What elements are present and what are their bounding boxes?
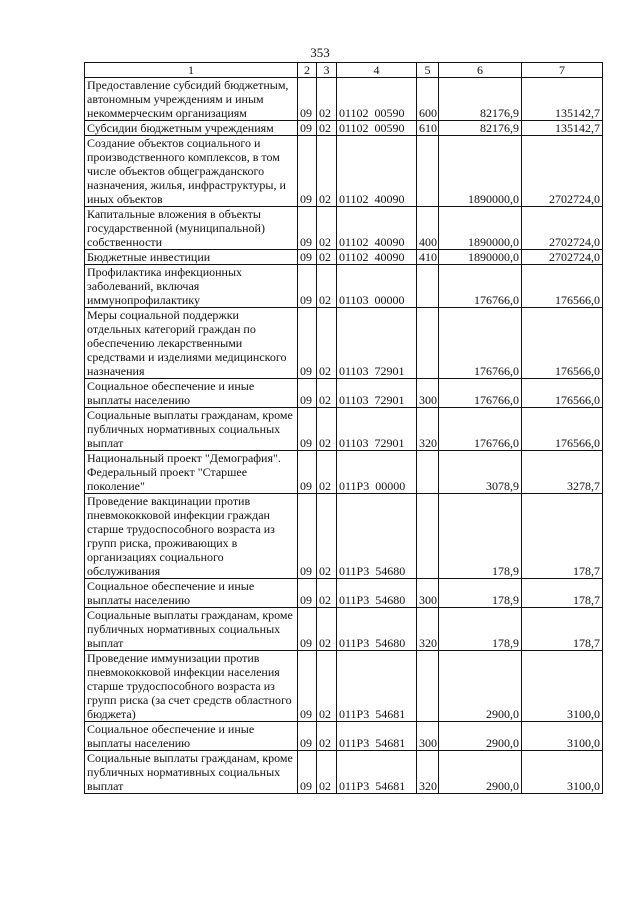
section-code-cell: 09 xyxy=(298,207,317,250)
amount-year1-cell: 1890000,0 xyxy=(439,250,522,265)
amount-year1-cell: 178,9 xyxy=(439,494,522,579)
amount-year1-cell: 176766,0 xyxy=(439,379,522,408)
row-name-cell: Социальные выплаты гражданам, кроме публичных нормативных социальных выплат xyxy=(85,751,298,794)
table-row xyxy=(85,78,603,121)
table-row xyxy=(85,608,603,651)
section-code-cell: 09 xyxy=(298,751,317,794)
table-row xyxy=(85,308,603,379)
target-article-cell: 01103 00000 xyxy=(337,265,417,308)
amount-year2-cell: 176566,0 xyxy=(522,379,603,408)
row-name-cell: Социальные выплаты гражданам, кроме публичных нормативных социальных выплат xyxy=(85,408,298,451)
expense-type-cell xyxy=(417,136,439,207)
amount-year2-cell: 2702724,0 xyxy=(522,207,603,250)
row-name-cell: Субсидии бюджетным учреждениям xyxy=(85,121,298,136)
section-code-cell: 09 xyxy=(298,121,317,136)
target-article-cell: 01103 72901 xyxy=(337,408,417,451)
column-header: 1 xyxy=(85,63,298,78)
table-row xyxy=(85,494,603,579)
amount-year2-cell: 135142,7 xyxy=(522,121,603,136)
table-body xyxy=(85,78,603,794)
table-row xyxy=(85,265,603,308)
subsection-code-cell: 02 xyxy=(317,379,337,408)
amount-year2-cell: 178,7 xyxy=(522,608,603,651)
page-number: 353 xyxy=(310,45,330,60)
amount-year2-cell: 176566,0 xyxy=(522,265,603,308)
table-row xyxy=(85,451,603,494)
section-code-cell: 09 xyxy=(298,265,317,308)
budget-table xyxy=(84,62,603,794)
subsection-code-cell: 02 xyxy=(317,651,337,722)
table-row xyxy=(85,136,603,207)
target-article-cell: 011P3 54680 xyxy=(337,494,417,579)
amount-year2-cell: 176566,0 xyxy=(522,408,603,451)
target-article-cell: 011P3 54680 xyxy=(337,608,417,651)
expense-type-cell xyxy=(417,494,439,579)
subsection-code-cell: 02 xyxy=(317,78,337,121)
column-header: 3 xyxy=(317,63,337,78)
amount-year1-cell: 2900,0 xyxy=(439,722,522,751)
column-header: 4 xyxy=(337,63,417,78)
amount-year1-cell: 178,9 xyxy=(439,608,522,651)
amount-year1-cell: 1890000,0 xyxy=(439,207,522,250)
expense-type-cell: 400 xyxy=(417,207,439,250)
expense-type-cell: 600 xyxy=(417,78,439,121)
subsection-code-cell: 02 xyxy=(317,265,337,308)
table-row xyxy=(85,722,603,751)
subsection-code-cell: 02 xyxy=(317,751,337,794)
section-code-cell: 09 xyxy=(298,579,317,608)
amount-year1-cell: 176766,0 xyxy=(439,308,522,379)
amount-year1-cell: 82176,9 xyxy=(439,121,522,136)
amount-year2-cell: 2702724,0 xyxy=(522,136,603,207)
subsection-code-cell: 02 xyxy=(317,308,337,379)
target-article-cell: 01102 00590 xyxy=(337,78,417,121)
subsection-code-cell: 02 xyxy=(317,722,337,751)
subsection-code-cell: 02 xyxy=(317,121,337,136)
section-code-cell: 09 xyxy=(298,494,317,579)
expense-type-cell: 320 xyxy=(417,608,439,651)
row-name-cell: Социальное обеспечение и иные выплаты населению xyxy=(85,722,298,751)
row-name-cell: Социальное обеспечение и иные выплаты населению xyxy=(85,579,298,608)
section-code-cell: 09 xyxy=(298,722,317,751)
table-row xyxy=(85,751,603,794)
amount-year2-cell: 135142,7 xyxy=(522,78,603,121)
section-code-cell: 09 xyxy=(298,379,317,408)
table-header-row xyxy=(85,63,603,78)
amount-year2-cell: 2702724,0 xyxy=(522,250,603,265)
section-code-cell: 09 xyxy=(298,608,317,651)
subsection-code-cell: 02 xyxy=(317,250,337,265)
section-code-cell: 09 xyxy=(298,651,317,722)
row-name-cell: Профилактика инфекционных заболеваний, включая иммунопрофилактику xyxy=(85,265,298,308)
amount-year2-cell: 3100,0 xyxy=(522,651,603,722)
amount-year2-cell: 178,7 xyxy=(522,494,603,579)
amount-year1-cell: 1890000,0 xyxy=(439,136,522,207)
amount-year1-cell: 176766,0 xyxy=(439,408,522,451)
amount-year1-cell: 2900,0 xyxy=(439,751,522,794)
target-article-cell: 01102 40090 xyxy=(337,136,417,207)
row-name-cell: Предоставление субсидий бюджетным, автономным учреждениям и иным некоммерческим организациям xyxy=(85,78,298,121)
expense-type-cell xyxy=(417,308,439,379)
subsection-code-cell: 02 xyxy=(317,408,337,451)
section-code-cell: 09 xyxy=(298,136,317,207)
row-name-cell: Социальные выплаты гражданам, кроме публичных нормативных социальных выплат xyxy=(85,608,298,651)
target-article-cell: 01102 00590 xyxy=(337,121,417,136)
section-code-cell: 09 xyxy=(298,308,317,379)
amount-year1-cell: 176766,0 xyxy=(439,265,522,308)
amount-year1-cell: 3078,9 xyxy=(439,451,522,494)
amount-year2-cell: 178,7 xyxy=(522,579,603,608)
expense-type-cell: 300 xyxy=(417,379,439,408)
subsection-code-cell: 02 xyxy=(317,207,337,250)
subsection-code-cell: 02 xyxy=(317,451,337,494)
expense-type-cell: 300 xyxy=(417,579,439,608)
subsection-code-cell: 02 xyxy=(317,494,337,579)
column-header: 7 xyxy=(522,63,603,78)
expense-type-cell: 320 xyxy=(417,408,439,451)
subsection-code-cell: 02 xyxy=(317,608,337,651)
amount-year2-cell: 3100,0 xyxy=(522,751,603,794)
row-name-cell: Капитальные вложения в объекты государственной (муниципальной) собственности xyxy=(85,207,298,250)
table-row xyxy=(85,408,603,451)
target-article-cell: 01103 72901 xyxy=(337,308,417,379)
column-header: 5 xyxy=(417,63,439,78)
amount-year2-cell: 3100,0 xyxy=(522,722,603,751)
target-article-cell: 01102 40090 xyxy=(337,207,417,250)
amount-year1-cell: 82176,9 xyxy=(439,78,522,121)
subsection-code-cell: 02 xyxy=(317,136,337,207)
target-article-cell: 01102 40090 xyxy=(337,250,417,265)
amount-year2-cell: 3278,7 xyxy=(522,451,603,494)
expense-type-cell: 320 xyxy=(417,751,439,794)
target-article-cell: 011P3 00000 xyxy=(337,451,417,494)
expense-type-cell: 610 xyxy=(417,121,439,136)
target-article-cell: 01103 72901 xyxy=(337,379,417,408)
table-row xyxy=(85,379,603,408)
amount-year1-cell: 178,9 xyxy=(439,579,522,608)
target-article-cell: 011P3 54681 xyxy=(337,651,417,722)
expense-type-cell xyxy=(417,265,439,308)
table-row xyxy=(85,579,603,608)
target-article-cell: 011P3 54680 xyxy=(337,579,417,608)
target-article-cell: 011P3 54681 xyxy=(337,751,417,794)
row-name-cell: Национальный проект "Демография". Федеральный проект "Старшее поколение" xyxy=(85,451,298,494)
expense-type-cell xyxy=(417,651,439,722)
amount-year2-cell: 176566,0 xyxy=(522,308,603,379)
row-name-cell: Социальное обеспечение и иные выплаты населению xyxy=(85,379,298,408)
row-name-cell: Бюджетные инвестиции xyxy=(85,250,298,265)
expense-type-cell: 300 xyxy=(417,722,439,751)
row-name-cell: Меры социальной поддержки отдельных категорий граждан по обеспечению лекарственными средствами и изделиями медицинского назначения xyxy=(85,308,298,379)
table-row xyxy=(85,121,603,136)
amount-year1-cell: 2900,0 xyxy=(439,651,522,722)
row-name-cell: Проведение иммунизации против пневмококковой инфекции населения старше трудоспособного возраста из групп риска (за счет средств областного бюджета) xyxy=(85,651,298,722)
expense-type-cell xyxy=(417,451,439,494)
row-name-cell: Проведение вакцинации против пневмококковой инфекции граждан старше трудоспособного возраста из групп риска, проживающих в организациях социального обслуживания xyxy=(85,494,298,579)
subsection-code-cell: 02 xyxy=(317,579,337,608)
target-article-cell: 011P3 54681 xyxy=(337,722,417,751)
expense-type-cell: 410 xyxy=(417,250,439,265)
section-code-cell: 09 xyxy=(298,250,317,265)
table-row xyxy=(85,651,603,722)
table-row xyxy=(85,207,603,250)
section-code-cell: 09 xyxy=(298,408,317,451)
row-name-cell: Создание объектов социального и производственного комплексов, в том числе объектов общегражданского назначения, жилья, инфраструктуры, и иных объектов xyxy=(85,136,298,207)
section-code-cell: 09 xyxy=(298,78,317,121)
column-header: 6 xyxy=(439,63,522,78)
table-row xyxy=(85,250,603,265)
section-code-cell: 09 xyxy=(298,451,317,494)
column-header: 2 xyxy=(298,63,317,78)
